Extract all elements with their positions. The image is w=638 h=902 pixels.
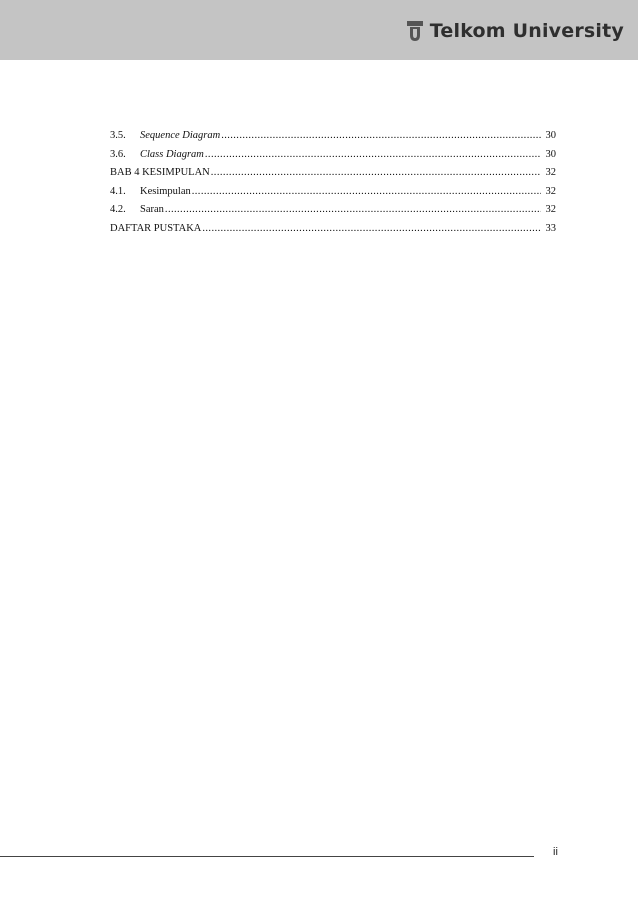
brand-name: Telkom University: [429, 20, 624, 42]
toc-entry[interactable]: [110, 127, 556, 146]
telkom-logo-icon: [406, 20, 424, 42]
toc-entry-title: BAB 4 KESIMPULAN: [110, 167, 210, 178]
toc-dot-leader: [192, 183, 541, 202]
toc-dot-leader: [205, 146, 541, 165]
toc-entry-page: 33: [545, 222, 556, 234]
toc-entry-page: 32: [545, 204, 556, 215]
footer-divider: [0, 856, 534, 857]
toc-entry[interactable]: [110, 164, 556, 183]
toc-entry-title: Kesimpulan: [140, 185, 191, 197]
toc-entry-page: 32: [545, 185, 556, 197]
toc-entry[interactable]: [110, 201, 556, 220]
toc-entry-number: 4.2.: [110, 204, 126, 215]
table-of-contents: [110, 127, 556, 238]
toc-dot-leader: [165, 201, 541, 220]
toc-entry-title: Sequence Diagram: [140, 130, 221, 141]
toc-entry-page: 32: [545, 167, 556, 178]
toc-entry-number: 3.6.: [110, 148, 126, 160]
toc-entry-title: Saran: [140, 204, 164, 215]
toc-entry-page: 30: [545, 148, 556, 160]
toc-dot-leader: [221, 127, 541, 146]
toc-entry-number: 4.1.: [110, 185, 126, 197]
page-number: ii: [553, 846, 558, 858]
header-band: [0, 0, 638, 60]
toc-entry[interactable]: [110, 183, 556, 202]
toc-dot-leader: [211, 164, 541, 183]
telkom-university-logo: [406, 16, 624, 46]
toc-dot-leader: [202, 220, 541, 239]
toc-entry-title: DAFTAR PUSTAKA: [110, 222, 202, 234]
toc-entry-page: 30: [545, 130, 556, 141]
toc-entry[interactable]: [110, 146, 556, 165]
toc-entry[interactable]: [110, 220, 556, 239]
toc-entry-title: Class Diagram: [140, 148, 204, 160]
toc-entry-number: 3.5.: [110, 130, 126, 141]
